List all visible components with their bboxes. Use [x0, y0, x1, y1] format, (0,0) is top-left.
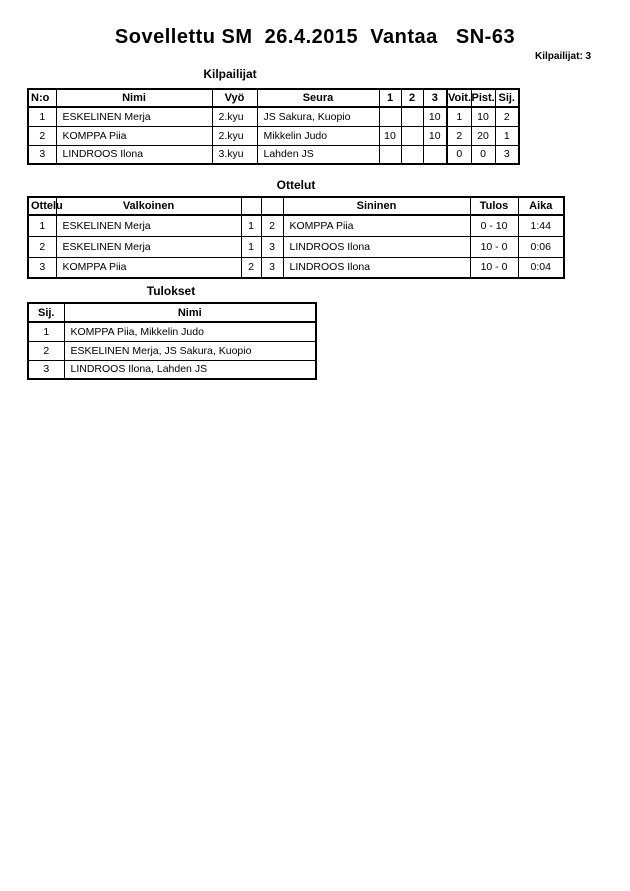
- col-header-number: N:o: [28, 89, 56, 107]
- competitor-name: ESKELINEN Merja: [56, 107, 212, 126]
- competitor-wins: 0: [447, 145, 471, 164]
- col-header-white: Valkoinen: [56, 197, 241, 215]
- competitor-belt: 3.kyu: [212, 145, 257, 164]
- competitor-score-3: 10: [423, 126, 447, 145]
- col-header-round1: 1: [379, 89, 401, 107]
- matches-header-row: [28, 197, 564, 215]
- col-header-club: Seura: [257, 89, 379, 107]
- competitor-score-1: [379, 107, 401, 126]
- col-header-place: Sij.: [28, 303, 64, 322]
- match-time: 0:04: [518, 257, 564, 278]
- match-white-number: 1: [241, 215, 261, 236]
- match-row: [28, 257, 564, 278]
- competitors-heading: Kilpailijat: [203, 67, 257, 81]
- result-place: 3: [28, 360, 64, 379]
- competitors-header-row: [28, 89, 519, 107]
- matches-heading: Ottelut: [276, 178, 316, 192]
- competitor-score-2: [401, 107, 423, 126]
- col-header-belt: Vyö: [212, 89, 257, 107]
- result-name: LINDROOS Ilona, Lahden JS: [64, 360, 316, 379]
- competitor-score-3: 10: [423, 107, 447, 126]
- match-row: [28, 236, 564, 257]
- col-header-result: Tulos: [470, 197, 518, 215]
- match-blue-number: 2: [261, 215, 283, 236]
- competitor-wins: 2: [447, 126, 471, 145]
- competitor-number: 1: [28, 107, 56, 126]
- result-place: 2: [28, 341, 64, 360]
- match-blue-name: KOMPPA Piia: [283, 215, 470, 236]
- competitor-row: [28, 145, 519, 164]
- competitor-place: 1: [495, 126, 519, 145]
- col-header-name: Nimi: [56, 89, 212, 107]
- results-heading: Tulokset: [146, 284, 196, 298]
- match-time: 0:06: [518, 236, 564, 257]
- col-header-round2: 2: [401, 89, 423, 107]
- result-place: 1: [28, 322, 64, 341]
- result-row: [28, 322, 316, 341]
- match-blue-number: 3: [261, 257, 283, 278]
- competitor-place: 3: [495, 145, 519, 164]
- competitor-place: 2: [495, 107, 519, 126]
- match-white-name: KOMPPA Piia: [56, 257, 241, 278]
- matches-table: [27, 196, 565, 279]
- competitors-table: [27, 88, 520, 165]
- col-header-time: Aika: [518, 197, 564, 215]
- match-result: 10 - 0: [470, 257, 518, 278]
- competitor-name: LINDROOS Ilona: [56, 145, 212, 164]
- match-number: 3: [28, 257, 56, 278]
- match-time: 1:44: [518, 215, 564, 236]
- page-title: Sovellettu SM 26.4.2015 Vantaa SN-63: [114, 26, 516, 48]
- match-result: 10 - 0: [470, 236, 518, 257]
- col-header-points: Pist.: [471, 89, 495, 107]
- match-white-name: ESKELINEN Merja: [56, 236, 241, 257]
- result-name: ESKELINEN Merja, JS Sakura, Kuopio: [64, 341, 316, 360]
- col-header-blue: Sininen: [283, 197, 470, 215]
- competitor-club: Lahden JS: [257, 145, 379, 164]
- match-blue-number: 3: [261, 236, 283, 257]
- match-row: [28, 215, 564, 236]
- result-row: [28, 341, 316, 360]
- competitor-points: 10: [471, 107, 495, 126]
- competitor-points: 20: [471, 126, 495, 145]
- competitor-club: JS Sakura, Kuopio: [257, 107, 379, 126]
- match-number: 2: [28, 236, 56, 257]
- col-header-name: Nimi: [64, 303, 316, 322]
- col-header-white-number: [241, 197, 261, 215]
- competitor-row: [28, 126, 519, 145]
- competitor-points: 0: [471, 145, 495, 164]
- competitor-wins: 1: [447, 107, 471, 126]
- col-header-match: Ottelu: [28, 197, 56, 215]
- competitor-number: 3: [28, 145, 56, 164]
- results-table: [27, 302, 317, 380]
- competitor-score-3: [423, 145, 447, 164]
- match-number: 1: [28, 215, 56, 236]
- competitor-name: KOMPPA Piia: [56, 126, 212, 145]
- competitor-belt: 2.kyu: [212, 126, 257, 145]
- competitor-score-2: [401, 126, 423, 145]
- result-row: [28, 360, 316, 379]
- competitor-row: [28, 107, 519, 126]
- participant-count-label: Kilpailijat: 3: [535, 51, 592, 62]
- competitor-score-1: 10: [379, 126, 401, 145]
- competitor-belt: 2.kyu: [212, 107, 257, 126]
- match-white-name: ESKELINEN Merja: [56, 215, 241, 236]
- col-header-place: Sij.: [495, 89, 519, 107]
- competitor-score-2: [401, 145, 423, 164]
- competitor-club: Mikkelin Judo: [257, 126, 379, 145]
- match-white-number: 1: [241, 236, 261, 257]
- result-name: KOMPPA Piia, Mikkelin Judo: [64, 322, 316, 341]
- col-header-round3: 3: [423, 89, 447, 107]
- match-blue-name: LINDROOS Ilona: [283, 236, 470, 257]
- match-blue-name: LINDROOS Ilona: [283, 257, 470, 278]
- col-header-blue-number: [261, 197, 283, 215]
- competitor-score-1: [379, 145, 401, 164]
- col-header-wins: Voit.: [447, 89, 471, 107]
- match-white-number: 2: [241, 257, 261, 278]
- competitor-number: 2: [28, 126, 56, 145]
- results-header-row: [28, 303, 316, 322]
- match-result: 0 - 10: [470, 215, 518, 236]
